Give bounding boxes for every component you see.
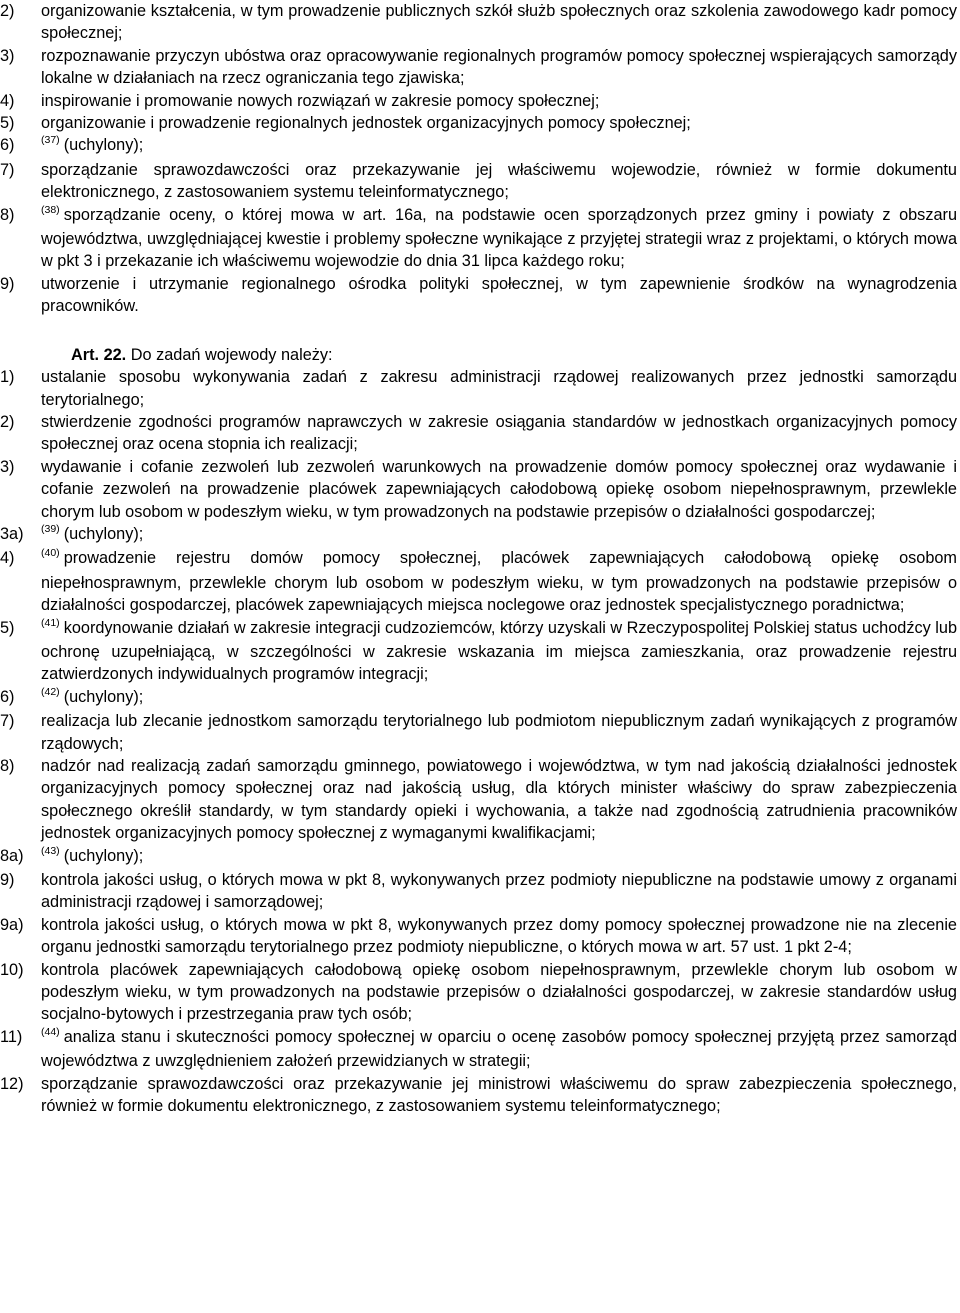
- item-text: analiza stanu i skuteczności pomocy społecznej w oparciu o ocenę zasobów pomocy społecznej przyjętą przez samorząd województwa z uwzględnieniem założeń przewidzianych w strategii;: [41, 1027, 957, 1071]
- item-text: organizowanie kształcenia, w tym prowadzenie publicznych szkół służb społecznych oraz szkolenia zawodowego kadr pomocy społecznej;: [41, 2, 957, 43]
- list-item: [0, 112, 960, 134]
- item-text: (uchylony);: [63, 846, 144, 865]
- item-text: kontrola jakości usług, o których mowa w pkt 8, wykonywanych przez domy pomocy społecznej prowadzone nie na zlecenie organu jednostki samorządu terytorialnego przez podmioty niepubliczne, o których mowa w art. 57 ust. 1 pkt 2-4;: [41, 915, 957, 957]
- item-number: 6): [0, 136, 15, 155]
- list-item: [0, 914, 960, 959]
- item-number: 12): [0, 1074, 24, 1093]
- article-label: Art. 22.: [71, 345, 127, 364]
- item-number: 3a): [0, 524, 24, 543]
- list-item: [0, 755, 960, 845]
- footnote-ref: (37): [41, 134, 60, 147]
- item-number: 8): [0, 757, 15, 775]
- item-text: stwierdzenie zgodności programów naprawczych w zakresie osiągania standardów w jednostkach organizacyjnych pomocy społecznej oraz ocena stopnia ich realizacji;: [41, 412, 957, 454]
- footnote-ref: (43): [41, 844, 60, 857]
- item-text: (uchylony);: [63, 687, 144, 706]
- item-text: sporządzanie sprawozdawczości oraz przekazywanie jej ministrowi właściwemu do spraw zabezpieczenia społecznego, również w formie dokumentu elektronicznego, z zastosowaniem systemu teleinformatycznego;: [41, 1074, 957, 1116]
- item-text: rozpoznawanie przyczyn ubóstwa oraz opracowywanie regionalnych programów pomocy społecznej wspierających samorządy lokalne w działaniach na rzecz ograniczania tego zjawiska;: [41, 46, 957, 88]
- item-text: inspirowanie i promowanie nowych rozwiązań w zakresie pomocy społecznej;: [41, 91, 600, 110]
- item-text: realizacja lub zlecanie jednostkom samorządu terytorialnego lub podmiotom niepublicznym zadań wynikających z programów rządowych;: [41, 712, 957, 753]
- list-item: [0, 845, 960, 869]
- list-item: [0, 0, 960, 45]
- list-item: [0, 869, 960, 914]
- list-item: [0, 456, 960, 523]
- item-text: (uchylony);: [63, 524, 144, 543]
- item-number: 11): [0, 1027, 23, 1046]
- list-item: [0, 90, 960, 112]
- footnote-ref: (41): [41, 616, 60, 629]
- article-heading: [0, 344, 960, 366]
- list-item: [0, 273, 960, 318]
- item-number: 6): [0, 687, 15, 706]
- item-number: 3): [0, 457, 15, 476]
- item-text: ustalanie sposobu wykonywania zadań z zakresu administracji rządowej realizowanych przez jednostki samorządu terytorialnego;: [41, 368, 957, 409]
- footnote-ref: (40): [41, 547, 60, 560]
- item-text: prowadzenie rejestru domów pomocy społecznej, placówek zapewniających całodobową opiekę osobom niepełnosprawnym, przewlekle chorym lub osobom w podeszłym wieku, w tym prowadzonych na podstawie przepisów o działalności gospodarczej, placówek zapewniających miejsca noclegowe oraz jednostek specjalistycznego poradnictwa;: [41, 549, 957, 615]
- item-number: 5): [0, 114, 15, 133]
- item-number: 5): [0, 618, 15, 637]
- item-number: 9): [0, 871, 15, 890]
- item-text: (uchylony);: [63, 136, 144, 155]
- footnote-ref: (39): [41, 522, 60, 535]
- list-item: [0, 1026, 960, 1073]
- article-intro: Do zadań wojewody należy:: [130, 345, 333, 364]
- item-number: 10): [0, 960, 24, 979]
- list-item: [0, 45, 960, 90]
- footnote-ref: (38): [41, 203, 60, 216]
- item-number: 8): [0, 205, 15, 224]
- item-number: 9a): [0, 915, 24, 934]
- item-text: kontrola placówek zapewniających całodobową opiekę osobom niepełnosprawnym, przewlekle chorym lub osobom w podeszłym wieku, w tym prowadzonych na podstawie przepisów o działalności gospodarczej, w zakresie standardów usług socjalno-bytowych i przestrzegania praw tych osób;: [41, 960, 957, 1024]
- item-number: 2): [0, 412, 15, 431]
- list-item: [0, 523, 960, 547]
- article-22-list: [0, 366, 960, 1117]
- list-item: [0, 204, 960, 273]
- list-item: [0, 547, 960, 616]
- footnote-ref: (42): [41, 685, 60, 698]
- item-text: organizowanie i prowadzenie regionalnych jednostek organizacyjnych pomocy społecznej;: [41, 114, 691, 133]
- list-item: [0, 617, 960, 686]
- item-text: nadzór nad realizacją zadań samorządu gminnego, powiatowego i województwa, w tym nad jakością działalności jednostek organizacyjnych pomocy społecznej oraz nad jakością usług, dla których minister właściwy do spraw zabezpieczenia społecznego określił standardy, w tym standardy opieki i wychowania, a także nad zgodnością zatrudnienia pracowników jednostek organizacyjnych pomocy społecznej z wymaganymi kwalifikacjami;: [41, 757, 957, 843]
- list-item: [0, 366, 960, 411]
- item-number: 7): [0, 160, 15, 179]
- item-number: 7): [0, 712, 15, 731]
- list-item: [0, 411, 960, 456]
- item-text: sporządzanie oceny, o której mowa w art. 16a, na podstawie ocen sporządzonych przez gminy i powiaty z obszaru województwa, uwzględniającej kwestie i problemy społeczne wynikające z przyjętej strategii wraz z projektami, o których mowa w pkt 3 i przekazanie ich właściwemu wojewodzie do dnia 31 lipca każdego roku;: [41, 205, 957, 271]
- item-text: utworzenie i utrzymanie regionalnego ośrodka polityki społecznej, w tym zapewnienie środków na wynagrodzenia pracowników.: [41, 274, 957, 316]
- item-number: 4): [0, 91, 15, 110]
- list-item: [0, 959, 960, 1026]
- item-number: 9): [0, 274, 15, 293]
- item-number: 1): [0, 368, 15, 387]
- item-number: 8a): [0, 846, 24, 865]
- list-item: [0, 710, 960, 755]
- list-item: [0, 159, 960, 204]
- item-text: wydawanie i cofanie zezwoleń lub zezwoleń warunkowych na prowadzenie domów pomocy społecznej oraz wydawanie i cofanie zezwoleń na prowadzenie placówek zapewniających całodobową opiekę osobom niepełnosprawnym, przewlekle chorym lub osobom w podeszłym wieku, w tym prowadzonych na podstawie przepisów o działalności gospodarczej;: [41, 457, 957, 521]
- item-number: 2): [0, 2, 15, 20]
- item-text: kontrola jakości usług, o których mowa w pkt 8, wykonywanych przez podmioty niepubliczne na podstawie umowy z organami administracji rządowej i samorządowej;: [41, 871, 957, 912]
- footnote-ref: (44): [41, 1025, 60, 1038]
- item-text: koordynowanie działań w zakresie integracji cudzoziemców, którzy uzyskali w Rzeczypospolitej Polskiej status uchodźcy lub ochronę uzupełniającą, w szczególności w zakresie wskazania im miejsca zamieszkania, oraz prowadzenie rejestru zatwierdzonych indywidualnych programów integracji;: [41, 618, 957, 684]
- list-item: [0, 134, 960, 158]
- list-item: [0, 686, 960, 710]
- item-number: 4): [0, 549, 15, 568]
- item-number: 3): [0, 46, 15, 65]
- item-text: sporządzanie sprawozdawczości oraz przekazywanie jej właściwemu wojewodzie, również w formie dokumentu elektronicznego, z zastosowaniem systemu teleinformatycznego;: [41, 160, 957, 202]
- list-item: [0, 1073, 960, 1118]
- section-1-list: [0, 0, 960, 318]
